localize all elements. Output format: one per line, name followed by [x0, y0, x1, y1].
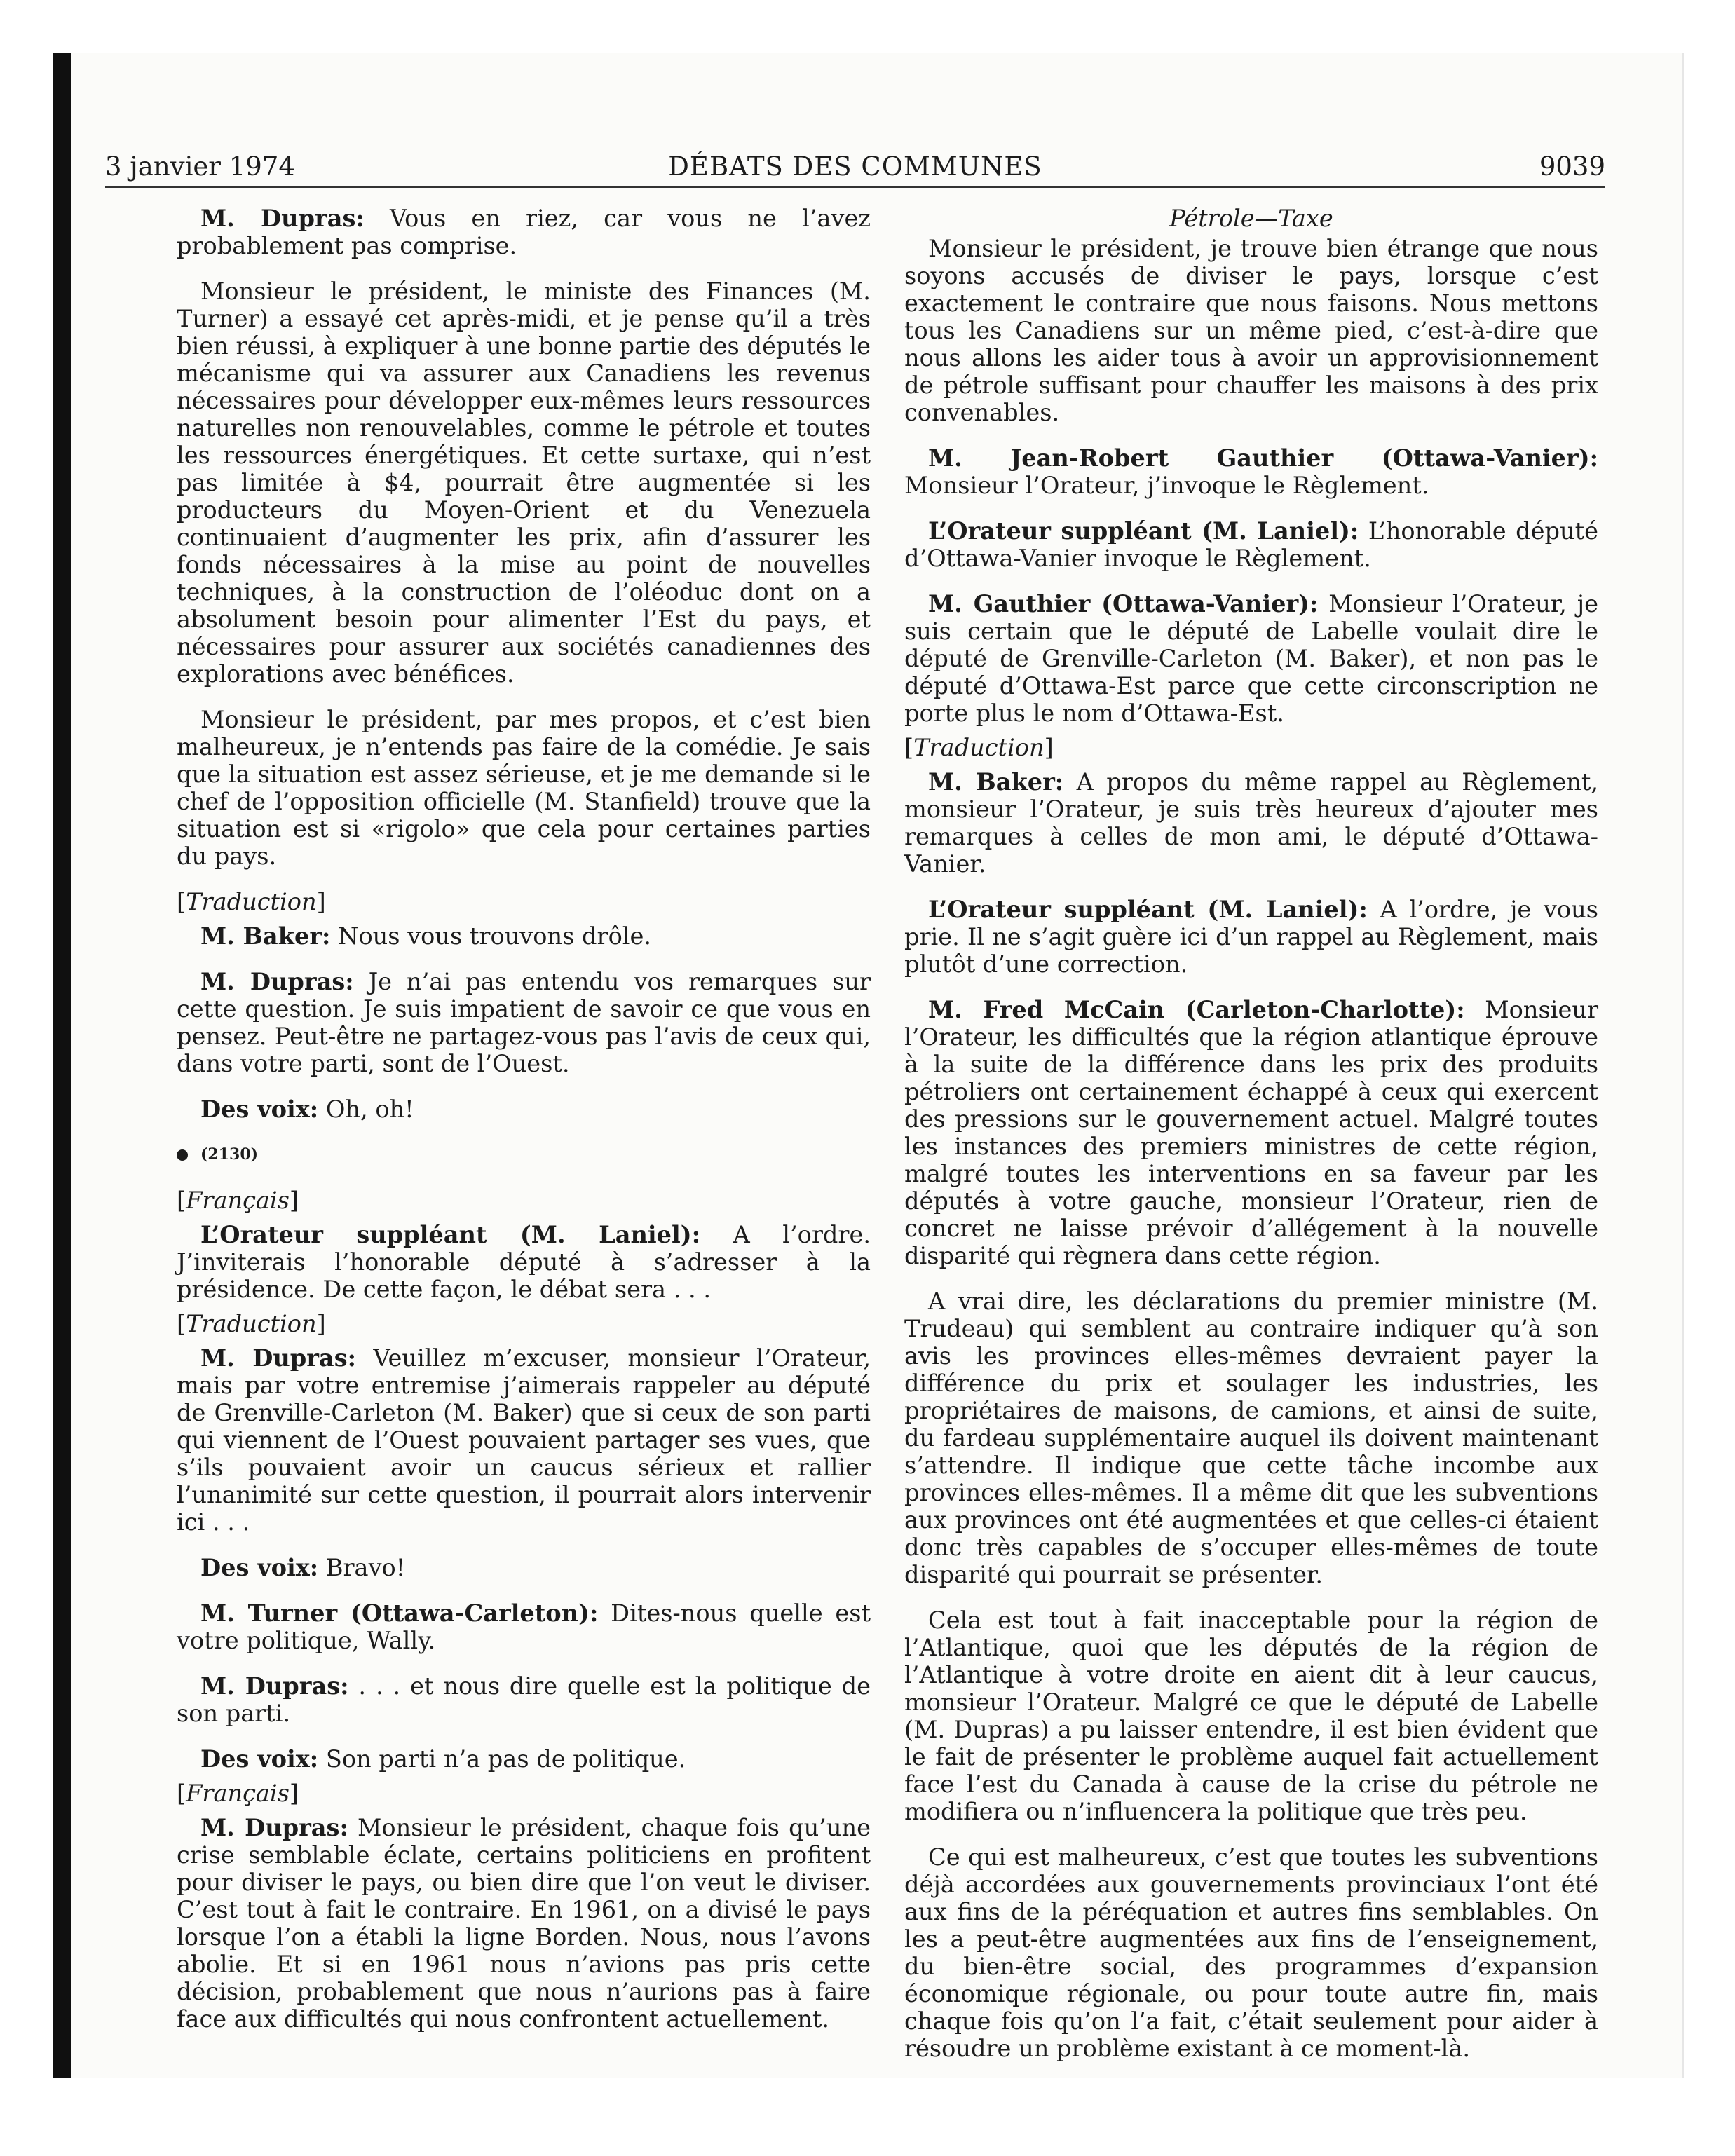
speaker-name: M. Jean-Robert Gauthier (Ottawa-Vanier): — [928, 444, 1598, 472]
speech-text: Bravo! — [318, 1554, 406, 1581]
paragraph — [177, 1814, 871, 2033]
speech-text: Son parti n’a pas de politique. — [318, 1745, 686, 1773]
speaker-name: M. Baker: — [928, 767, 1064, 796]
speaker-name: L’Orateur suppléant (M. Laniel): — [200, 1220, 701, 1248]
speech-text: L’honorable député d’Ottawa-Vanier invoque le Règlement. — [904, 517, 1598, 572]
speaker-name: Des voix: — [200, 1745, 319, 1773]
language-tag-text: Traduction — [186, 888, 317, 915]
speech-text: Veuillez m’excuser, monsieur l’Orateur, mais par votre entremise j’aimerais rappeler au député de Grenville-Carleton (M. Baker) que si ceux de son parti qui viennent de l’Ouest pouvaient partager ses vues, que s’ils pouvaient avoir un caucus sérieux et rallier l’unanimité sur cette question, il pourrait alors intervenir ici . . . — [177, 1344, 871, 1536]
paragraph — [904, 996, 1598, 1269]
timestamp-marker — [177, 1141, 871, 1168]
speaker-name: L’Orateur suppléant (M. Laniel): — [928, 895, 1368, 923]
paragraph — [177, 205, 871, 259]
speech-text: Monsieur le président, chaque fois qu’une crise semblable éclate, certains politiciens en profitent pour diviser le pays, ou bien dire que l’on veut le diviser. C’est tout à fait le contraire. En 1961, on a divisé le pays lorsque l’on a établi la ligne Borden. Nous, nous l’avons abolie. Et si en 1961 nous n’avions pas pris cette décision, probablement que nous n’aurions pas à faire face aux difficultés qui nous confrontent actuellement. — [177, 1814, 871, 2033]
paragraph — [904, 896, 1598, 978]
language-tag-text: Français — [186, 1187, 290, 1214]
speaker-name: Des voix: — [200, 1095, 319, 1123]
speech-text: Dites-nous quelle est votre politique, Wally. — [177, 1599, 871, 1654]
paragraph — [904, 444, 1598, 499]
right-column — [904, 205, 1598, 2080]
speech-text: Monsieur l’Orateur, j’invoque le Règlement. — [904, 472, 1429, 499]
scan-border-right — [1682, 53, 1684, 2078]
header-date: 3 janvier 1974 — [105, 151, 295, 182]
paragraph — [904, 768, 1598, 878]
paragraph — [177, 968, 871, 1077]
paragraph — [177, 1745, 871, 1773]
language-tag-text: Traduction — [186, 1310, 317, 1337]
paragraph: Monsieur le président, je trouve bien étrange que nous soyons accusés de diviser le pays, lorsque c’est exactement le contraire que nous faisons. Nous mettons tous les Canadiens sur un même pied, c’est-à-dire que nous allons les aider tous à avoir un approvisionnement de pétrole suffisant pour chauffer les maisons à des prix convenables. — [904, 235, 1598, 426]
paragraph: Monsieur le président, par mes propos, et c’est bien malheureux, je n’entends pas faire de la comédie. Je sais que la situation est assez sérieuse, et je me demande si le chef de l’opposition officielle (M. Stanfield) trouve que la situation est si «rigolo» que cela pour certaines parties du pays. — [177, 706, 871, 870]
language-tag: [Français] — [177, 1187, 299, 1214]
paragraph — [177, 922, 871, 950]
timestamp-text: (2130) — [200, 1145, 259, 1164]
paragraph — [177, 1344, 871, 1536]
paragraph — [177, 1096, 871, 1123]
language-tag-text: Traduction — [913, 734, 1045, 761]
speaker-name: M. Turner (Ottawa-Carleton): — [200, 1599, 599, 1627]
page-header — [105, 147, 1605, 188]
bullet-icon — [177, 1149, 188, 1161]
speech-text: Nous vous trouvons drôle. — [330, 922, 652, 950]
speaker-name: M. Dupras: — [200, 204, 365, 232]
language-tag-text: Français — [186, 1780, 290, 1807]
speech-text: . . . et nous dire quelle est la politique de son parti. — [177, 1672, 871, 1727]
speech-text: A l’ordre, je vous prie. Il ne s’agit guère ici d’un rappel au Règlement, mais plutôt d’une correction. — [904, 896, 1598, 978]
speech-text: Monsieur l’Orateur, je suis certain que le député de Labelle voulait dire le député de Grenville-Carleton (M. Baker), et non pas le député d’Ottawa-Est parce que cette circonscription ne porte plus le nom d’Ottawa-Est. — [904, 590, 1598, 727]
paragraph — [904, 517, 1598, 572]
language-tag: [Traduction] — [177, 888, 326, 915]
paragraph: Cela est tout à fait inacceptable pour la région de l’Atlantique, quoi que les députés de la région de l’Atlantique à votre droite en aient dit à leur caucus, monsieur l’Orateur. Malgré ce que le député de Labelle (M. Dupras) a pu laisser entendre, il est bien évident que le fait de présenter le problème auquel fait actuellement face l’est du Canada à cause de la crise du pétrole ne modifiera ou n’influencera la politique que très peu. — [904, 1606, 1598, 1825]
speech-text: A l’ordre. J’inviterais l’honorable député à s’adresser à la présidence. De cette façon, le débat sera . . . — [177, 1221, 871, 1303]
paragraph — [177, 1672, 871, 1727]
speaker-name: M. Dupras: — [200, 1344, 356, 1372]
language-tag: [Français] — [177, 1780, 299, 1807]
language-tag: [Traduction] — [177, 1310, 326, 1337]
speaker-name: M. Gauthier (Ottawa-Vanier): — [928, 589, 1319, 618]
speaker-name: M. Dupras: — [200, 1672, 349, 1700]
speech-text: A propos du même rappel au Règlement, monsieur l’Orateur, je suis très heureux d’ajouter mes remarques à celles de mon ami, le député d’Ottawa-Vanier. — [904, 768, 1599, 878]
header-title: DÉBATS DES COMMUNES — [668, 151, 1042, 182]
speaker-name: M. Dupras: — [200, 1813, 348, 1841]
speech-text: Vous en riez, car vous ne l’avez probablement pas comprise. — [177, 205, 871, 259]
page-number: 9039 — [1539, 151, 1605, 182]
speaker-name: M. Fred McCain (Carleton-Charlotte): — [928, 995, 1465, 1023]
speaker-name: L’Orateur suppléant (M. Laniel): — [928, 517, 1359, 545]
paragraph — [177, 1554, 871, 1581]
section-title: Pétrole—Taxe — [1169, 205, 1333, 232]
speech-text: Monsieur l’Orateur, les difficultés que la région atlantique éprouve à la suite de la différence dans les prix des produits pétroliers ont certainement échappé à ceux qui exercent des pressions sur le gouvernement actuel. Malgré toutes les instances des premiers ministres de cette région, malgré toutes les interventions en sa faveur par les députés à votre gauche, monsieur l’Orateur, rien de concret ne laisse prévoir d’allégement à la nouvelle disparité qui règnera dans cette région. — [904, 996, 1598, 1269]
paragraph: Monsieur le président, le ministe des Finances (M. Turner) a essayé cet après-midi, et je pense qu’il a très bien réussi, à expliquer à une bonne partie des députés le mécanisme qui va assurer aux Canadiens les revenus nécessaires pour développer eux-mêmes leurs ressources naturelles non renouvelables, comme le pétrole et toutes les ressources énergétiques. Et cette surtaxe, qui n’est pas limitée à $4, pourrait être augmentée si les producteurs du Moyen-Orient et du Venezuela continuaient d’augmenter les prix, afin d’assurer les fonds nécessaires à la mise au point de nouvelles techniques, à la construction de l’oléoduc dont on a absolument besoin pour alimenter l’Est du pays, et nécessaires pour assurer aux sociétés canadiennes des explorations avec bénéfices. — [177, 278, 871, 688]
language-tag: [Traduction] — [904, 734, 1054, 761]
paragraph — [177, 1221, 871, 1303]
speaker-name: M. Dupras: — [200, 967, 354, 995]
paragraph — [904, 590, 1598, 727]
paragraph — [177, 1599, 871, 1654]
speaker-name: Des voix: — [200, 1553, 319, 1581]
paragraph: A vrai dire, les déclarations du premier ministre (M. Trudeau) qui semblent au contraire indiquer qu’à son avis les provinces elles-mêmes devraient payer la différence du prix et soulager les industries, les propriétaires de maisons, de camions, et ainsi de suite, du fardeau supplémentaire auquel ils doivent maintenant s’attendre. Il indique que cette tâche incombe aux provinces elles-mêmes. Il a même dit que les subventions aux provinces ont été augmentées et que celles-ci étaient donc très capables de s’occuper elles-mêmes de toute disparité qui pourrait se présenter. — [904, 1288, 1598, 1588]
paragraph: Ce qui est malheureux, c’est que toutes les subventions déjà accordées aux gouvernements provinciaux l’ont été aux fins de la péréquation et autres fins semblables. On les a peut-être augmentées aux fins de l’enseignement, du bien-être social, des programmes d’expansion économique régionale, ou pour toute autre fin, mais chaque fois qu’on l’a fait, c’était seulement pour aider à résoudre un problème existant à ce moment-là. — [904, 1843, 1598, 2062]
speech-text: Oh, oh! — [318, 1096, 414, 1123]
speech-text: Je n’ai pas entendu vos remarques sur cette question. Je suis impatient de savoir ce que vous en pensez. Peut-être ne partagez-vous pas l’avis de ceux qui, dans votre parti, sont de l’Ouest. — [177, 968, 871, 1077]
scan-border — [53, 53, 71, 2078]
speaker-name: M. Baker: — [200, 922, 331, 950]
left-column — [177, 205, 871, 2051]
